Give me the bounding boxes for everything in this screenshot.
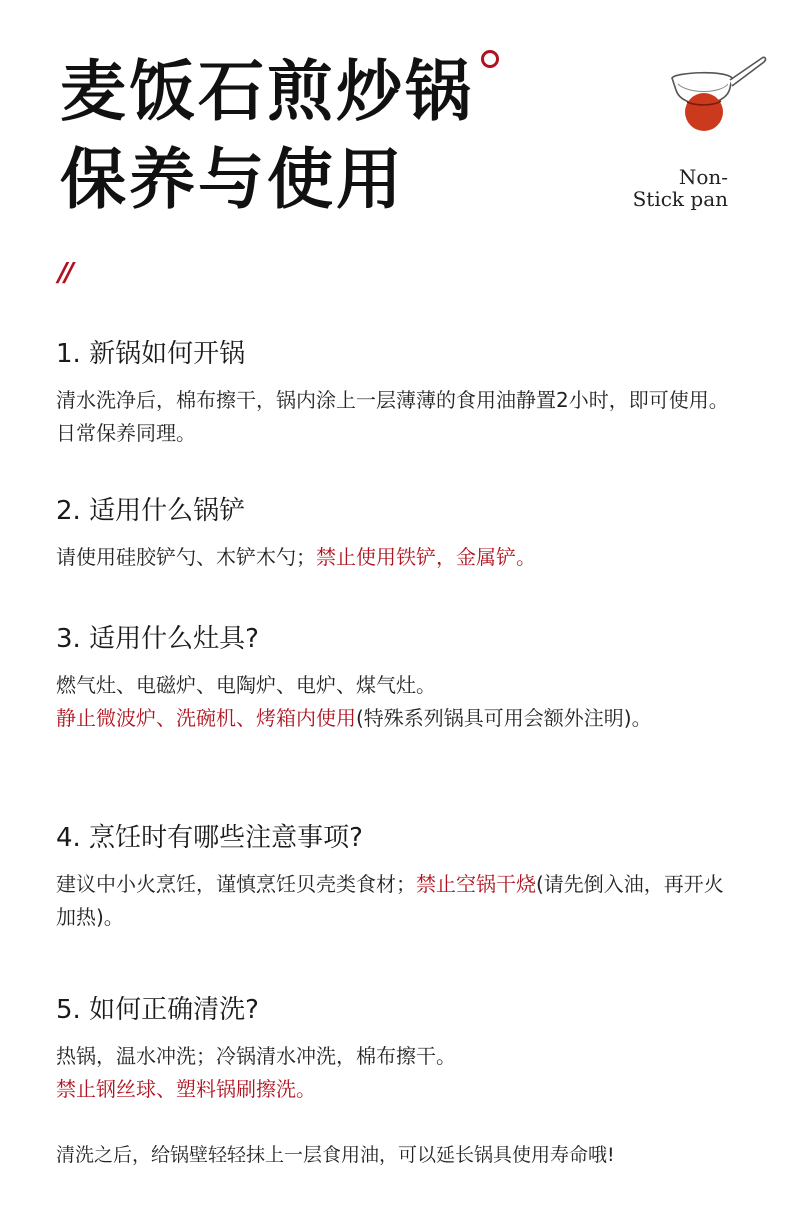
instruction-text: 清水洗净后，棉布擦干，锅内涂上一层薄薄的食用油静置2小时，即可使用。日常保养同理。 (56, 388, 729, 445)
section-cleaning (56, 992, 736, 1106)
slash-mark: // (58, 258, 71, 288)
section-utensils (56, 493, 736, 574)
section-open-new-pan (56, 336, 736, 450)
instruction-text: 热锅，温水冲洗；冷锅清水冲洗，棉布擦干。 (56, 1044, 456, 1068)
pan-label-line-2: Stick pan (632, 187, 728, 211)
warning-text: 禁止钢丝球、塑料锅刷擦洗。 (56, 1077, 316, 1101)
section-cooking-notes (56, 820, 736, 934)
section-heading: 3. 适用什么灶具? (56, 624, 259, 654)
instruction-text: (请先倒入油，再开火加热)。 (56, 872, 724, 929)
section-text (56, 384, 736, 450)
page-title-line-1: 麦饭石煎炒锅 (60, 53, 474, 130)
warning-text: 禁止空锅干烧 (416, 872, 536, 896)
section-heading: 2. 适用什么锅铲 (56, 496, 246, 526)
footer-note: 清洗之后，给锅壁轻轻抹上一层食用油，可以延长锅具使用寿命哦! (56, 1144, 615, 1166)
section-heading: 1. 新锅如何开锅 (56, 339, 246, 369)
instruction-text: (特殊系列锅具可用会额外注明)。 (356, 706, 652, 730)
warning-text: 禁止使用铁铲，金属铲。 (316, 545, 536, 569)
frying-pan-icon (668, 54, 768, 138)
instruction-text: 请使用硅胶铲勺、木铲木勺； (56, 545, 316, 569)
section-text (56, 868, 736, 934)
section-heading: 5. 如何正确清洗? (56, 995, 259, 1025)
instruction-text: 建议中小火烹饪，谨慎烹饪贝壳类食材； (56, 872, 416, 896)
section-text (56, 702, 736, 735)
section-text (56, 669, 736, 702)
section-text (56, 541, 736, 574)
warning-text: 静止微波炉、洗碗机、烤箱内使用 (56, 706, 356, 730)
instruction-text: 燃气灶、电磁炉、电陶炉、电炉、煤气灶。 (56, 673, 436, 697)
pan-label-line-1: Non- (678, 165, 728, 189)
title-circle-decoration (481, 50, 499, 68)
section-heading: 4. 烹饪时有哪些注意事项? (56, 823, 363, 853)
section-text (56, 1040, 736, 1073)
section-stoves (56, 621, 736, 735)
section-text (56, 1073, 736, 1106)
page-title-line-2: 保养与使用 (60, 141, 405, 218)
